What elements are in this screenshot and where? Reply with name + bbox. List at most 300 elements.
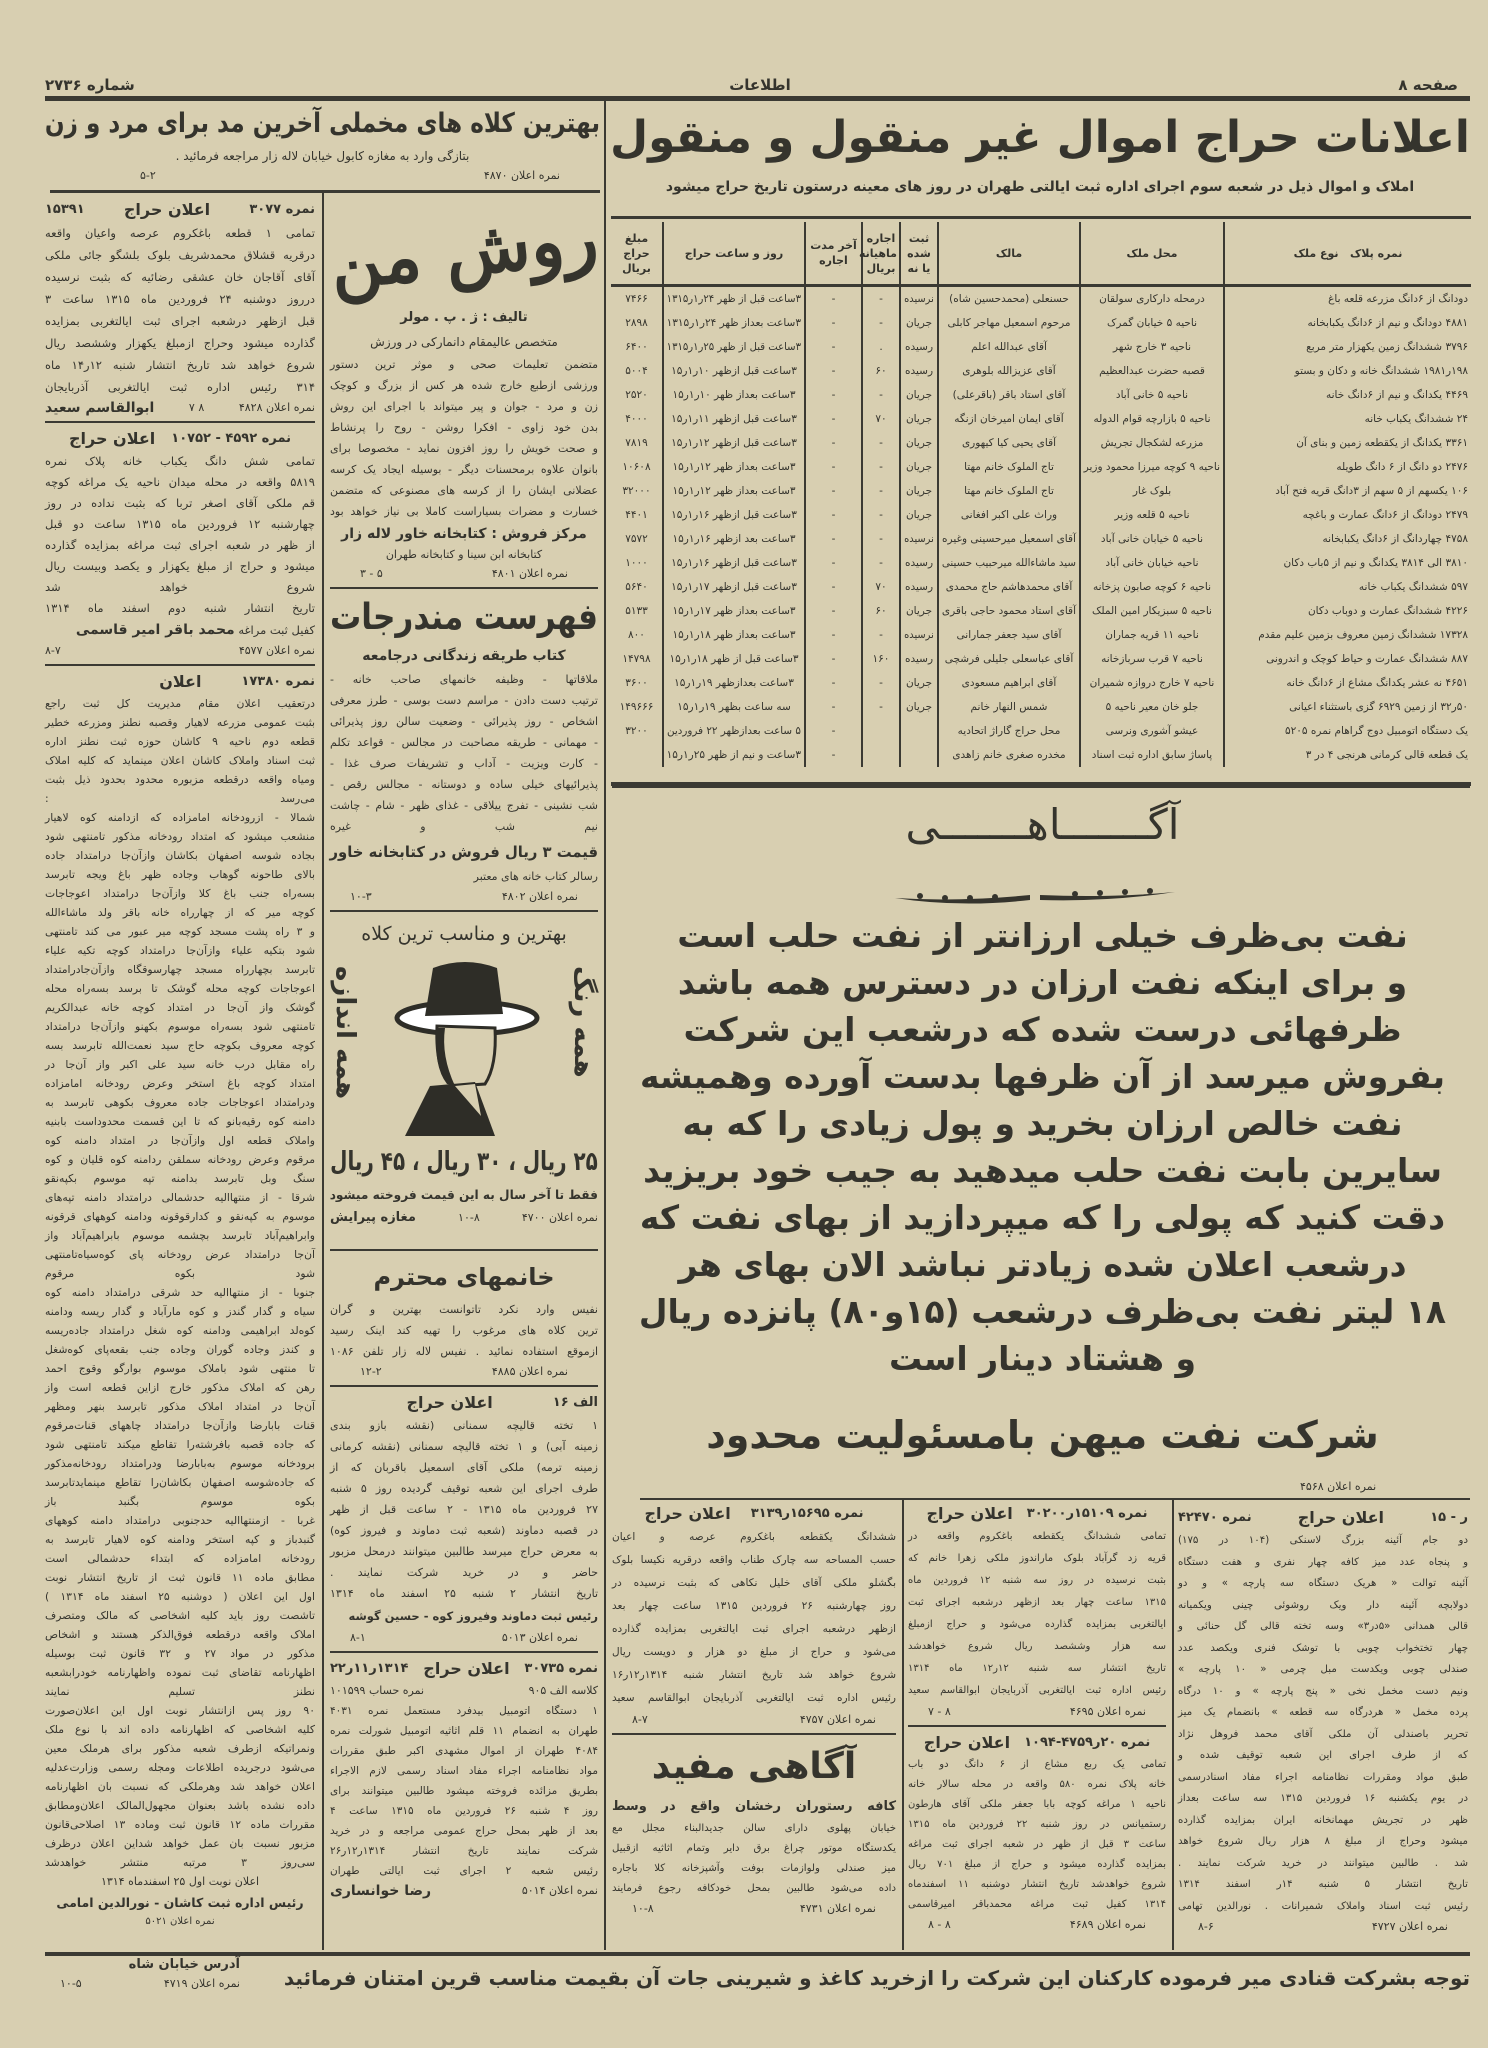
- cell-datetime: [663, 671, 805, 695]
- cell-location: [1080, 551, 1224, 575]
- cell-text: ۵۰ر۳۲ از زمین ۶۹۲۹ گزی باستثناء اعیانی: [1289, 700, 1468, 713]
- useful-notice-subtitle: کافه رستوران رخشان واقع در وسط: [612, 1799, 896, 1814]
- cell-type: [1224, 695, 1471, 719]
- text-line: گذارده میشود وحراج ازمبلغ یکهزار وششصد ریال: [45, 336, 315, 350]
- table-row: [611, 503, 1471, 527]
- cell-text: ۷۴۶۶: [625, 292, 648, 305]
- text-line: نفیس وارد نکرد تاتوانست بهترین و گران: [330, 1303, 598, 1316]
- cell-text: -: [831, 676, 836, 689]
- cell-registered: [900, 599, 938, 623]
- cell-text: -: [831, 532, 836, 545]
- cell-price: [611, 719, 663, 743]
- account-number: نمره حساب ۱۰۱۵۹۹: [330, 1684, 425, 1697]
- text-line: وابراهیم‌آباد تابرسد بچشمه موسوم بابراهیم‌آباد واز: [45, 1229, 315, 1242]
- cell-location: [1080, 743, 1224, 767]
- cell-text: -: [879, 316, 883, 329]
- cell-owner: [938, 431, 1080, 455]
- cell-text: -: [831, 604, 836, 617]
- cell-text: ۴۷۵۸ چهاردانگ از ۶دانگ یکبابخانه: [1322, 532, 1468, 545]
- ad-code: ۸ - ۸: [928, 1918, 951, 1931]
- text-line: روز ۴ شنبه ۲۶ فروردین ماه ۱۳۱۵ ساعت ۴: [330, 1805, 598, 1817]
- text-line: سایرین بابت نفت حلب میدهید به جیب خود بریزید: [643, 1151, 1442, 1190]
- table-row: [611, 623, 1471, 647]
- cell-text: ۳۲۰۰: [625, 724, 648, 737]
- text-line: تمامی ششدانگ یکقطعه باغکروم واقعه در: [908, 1531, 1166, 1542]
- text-line: زن و مرد - جوان و پیر میتواند با اجرای این روش: [330, 400, 598, 413]
- toc-price: قیمت ۳ ریال فروش در کتابخانه خاور: [329, 843, 598, 861]
- cell-text: آقای عبدالله اعلم: [971, 340, 1047, 353]
- cell-datetime: [663, 383, 805, 407]
- ad-number: نمره اعلان ۴۷۵۷: [799, 1713, 876, 1726]
- text-line: تحریر باصندلی آن ملکی آقای محمد فروهل نژاد: [1178, 1728, 1468, 1740]
- cell-registered: [900, 359, 938, 383]
- text-block: [45, 222, 315, 398]
- cell-lease-end: [805, 647, 862, 671]
- text-line: دولابچه آئینه دار ویک روشوئی چینی ویکمیانه: [1178, 1599, 1468, 1611]
- cell-rent: [862, 479, 900, 503]
- text-line: ۱۸ لیتر نفت بی‌ظرف درشعب (۱۵و۸۰) پانزده ریال: [638, 1292, 1447, 1331]
- text-line: قریه زد گرآباد بلوک ماراندوز ملکی زهرا خانم که: [908, 1553, 1166, 1564]
- text-line: مرقوم وعرض رودخانه سملقن ردامنه کوه قلیان و کوه: [45, 1153, 315, 1166]
- col-type: [1224, 222, 1471, 286]
- text-line: که از طرف اجرای این شعبه توقیف شده و: [1178, 1750, 1468, 1761]
- text-line: تاریخ انتشار سه شنبه ۱۲ر۱۲ ماه ۱۳۱۴: [908, 1663, 1166, 1674]
- table-row: [611, 527, 1471, 551]
- text-line: بعد از ظهر بمحل حراج عمومی مراجعه و در خرید: [330, 1825, 598, 1837]
- cell-text: ۳۸۱۰ الی ۳۸۱۴ یکدانگ و نیم از ۵باب دکان: [1283, 556, 1468, 569]
- cell-text: آقای محمدهاشم حاج محمدی: [945, 580, 1073, 593]
- text-line: رئیس ثبت اسناد واملاک شمیرانات . نورالدین تهامی: [1178, 1900, 1468, 1912]
- text-line: کوه‌لد ابراهیمی ودامنه کوه شغل درامتداد جاده‌ریسه: [45, 1324, 315, 1337]
- cell-text: -: [879, 628, 883, 641]
- ad-number: نمره اعلان ۴۶۸۹: [1069, 1918, 1146, 1931]
- cell-datetime: [663, 503, 805, 527]
- text-line: رئیس شعبه ۲ اجرای ثبت ایالتی طهران: [330, 1865, 598, 1877]
- cell-owner: [938, 551, 1080, 575]
- text-line: داده می‌شود طالبین بمحل خودکافه رجوع فرمایند: [612, 1883, 896, 1894]
- notice-date: ۱۳۱۴ر۱۱ر۲۲: [330, 1661, 409, 1676]
- notice-15109: [908, 1502, 1166, 1727]
- header-rule: [45, 96, 1470, 101]
- cell-text: ناحیه ۵ بازارچه قوام الدوله: [1093, 412, 1211, 425]
- notice-title: اعلان حراج: [923, 1733, 1011, 1752]
- text-line: اشخاص - روز پذیرائی - وضعیت سالن روز پذیرائی: [330, 715, 598, 728]
- cell-text: آقای عزیزالله بلوهری: [962, 364, 1056, 377]
- man-with-hat-illustration: [385, 956, 545, 1136]
- cell-registered: [900, 647, 938, 671]
- ad-number: نمره اعلان ۴۷۳۱: [799, 1902, 876, 1915]
- cell-location: [1080, 407, 1224, 431]
- cell-text: ناحیه ۳ خارج شهر: [1112, 340, 1192, 353]
- text-line: ناحیه ۱ مراغه کوچه بابا جعفر ملکی آقای هارطون: [908, 1799, 1166, 1810]
- text-line: امتداد کوچه باغ استخر وعرض رودخانه امامزاده: [45, 1077, 315, 1090]
- cell-text: ۵۹۷ ششدانگ یکباب خانه: [1358, 580, 1468, 593]
- cell-text: ۴۴۶۹ یکدانگ و نیم از ۶دانگ خانه: [1326, 388, 1468, 401]
- cell-location: [1080, 599, 1224, 623]
- col-lease-end: آخر مدت اجاره: [805, 222, 862, 286]
- text-line: طرف اجرای این شعبه توقیف گردیده روز ۵ شنبه: [330, 1482, 598, 1495]
- text-block: [330, 354, 598, 522]
- signature: رئیس ثبت دماوند وفیروز کوه - حسین گوشه: [348, 1609, 598, 1623]
- cell-text: ۳ساعت و نیم از ظهر ۲۵ر۱ر۱۵: [666, 748, 801, 761]
- text-line: تاریخ انتشار ۲ شنبه ۲۵ اسفند ماه ۱۳۱۴: [330, 1587, 599, 1600]
- cell-rent: [862, 407, 900, 431]
- text-line: آئینه توالت « هریک دستگاه سه پارچه » و دو: [1178, 1578, 1468, 1589]
- cell-owner: [938, 719, 1080, 743]
- cell-text: ناحیه ۶ کوچه صابون پزخانه: [1092, 580, 1212, 593]
- text-line: ازموقع استفاده نمائید . نفیس لاله زار تلفن ۱۰۸۶: [330, 1345, 598, 1358]
- text-line: طبق مواد ومقررات نظامنامه اجراء مفاد اسنادرسمی: [1178, 1771, 1468, 1783]
- cell-location: [1080, 286, 1224, 312]
- text-line: و ۳ راه پشت مسجد کوچه میر عبور می کند تامنتهی: [45, 925, 315, 938]
- cell-owner: [938, 623, 1080, 647]
- cell-registered: [900, 743, 938, 767]
- cell-text: ناحیه ۵ خانی آباد: [1115, 388, 1189, 401]
- velvet-hat-footer: [140, 166, 560, 186]
- auction-subtitle: املاک و اموال ذیل در شعبه سوم اجرای اداره ثبت ایالتی طهران در روز های معینه درستون تاریخ حراج میشود: [665, 179, 1415, 195]
- text-line: میشود و حراج از مبلغ یکهزار و یکصد وبیست ریال: [45, 559, 315, 573]
- cell-rent: [862, 311, 900, 335]
- cell-text: ۵ ساعت بعدازظهر ۲۲ فروردین: [667, 724, 801, 737]
- cell-location: [1080, 455, 1224, 479]
- text-line: درتعقیب اعلان مقام مدیریت کل ثبت راجع: [45, 697, 315, 710]
- text-line: واملاک قطعه اول وازآن‌جا در امتداد دامنه کوه: [45, 1134, 315, 1147]
- hat-ad-side-right: همه رنگ: [568, 966, 598, 1078]
- text-line: پذیرائیهای خیلی ساده و دوستانه - مجالس رقص -: [330, 778, 598, 791]
- cell-text: ۴۸۸۱ دودانگ و نیم از ۶دانگ یکبابخانه: [1307, 316, 1468, 329]
- cell-text: عیشو آشوری ونرسی: [1105, 724, 1199, 737]
- cell-text: رسیده: [904, 652, 934, 665]
- ad-code: ۱۰-۸: [632, 1902, 654, 1915]
- cell-type: [1224, 527, 1471, 551]
- cell-price: [611, 575, 663, 599]
- text-line: تاریخ انتشار ۵ شنبه ۱۴ر اسفند ۱۳۱۴: [1178, 1879, 1468, 1890]
- ladies-hat-ad: [330, 1255, 598, 1387]
- text-line: مطابق ماده ۱۱ قانون ثبت از تاریخ انتشار نوبت: [45, 1571, 315, 1584]
- text-line: و هشتاد دینار است: [888, 1339, 1197, 1378]
- text-block: [330, 1701, 598, 1881]
- cell-type: [1224, 311, 1471, 335]
- cell-text: ۲۴۷۹ دودانگ از ۶دانگ عمارت و باغچه: [1302, 508, 1468, 521]
- cell-registered: [900, 623, 938, 647]
- cell-text: وراث علی اکبر افغانی: [960, 508, 1058, 521]
- cell-text: شمس النهار خانم: [970, 700, 1048, 713]
- text-line: مواد نظامنامه اجراء مفاد اسناد رسمی لازم الاجراء: [330, 1765, 598, 1777]
- notice-title: اعلان حراج: [1297, 1508, 1385, 1527]
- notice-4247: [1178, 1506, 1468, 1940]
- cell-text: جریان: [905, 436, 933, 449]
- cell-text: -: [831, 556, 836, 569]
- text-line: اول این اعلان ( دوشنبه ۲۵ اسفند ماه ۱۳۱۴ ): [45, 1590, 315, 1603]
- signature: ابوالقاسم سعید: [45, 400, 155, 416]
- oil-company-announcement: [615, 790, 1470, 1480]
- text-line: بثبت عمومی مزرعه لاهیار وقصبه نطنز ومزرعه خطیر: [45, 716, 315, 729]
- table-row: [611, 743, 1471, 767]
- cell-type: [1224, 719, 1471, 743]
- cell-price: [611, 431, 663, 455]
- cell-location: [1080, 695, 1224, 719]
- cell-type: [1224, 455, 1471, 479]
- cell-lease-end: [805, 575, 862, 599]
- hat-ad-side-left: همه اندازه: [330, 966, 360, 1100]
- col-plate-label: نمره پلاک: [1350, 246, 1403, 260]
- text-line: دامنه کوه رقیه‌بانو که تا این قسمت محدوداست بابنیه: [45, 1115, 315, 1128]
- ad-code: ۵-۲: [140, 169, 156, 182]
- text-line: درقریه قشلاق محمدشریف بلوک بلشگو جائی ملکی: [45, 248, 315, 262]
- table-row: [611, 479, 1471, 503]
- text-line: ثبت اسناد واملاک کاشان اعلان مینماید که کلیه املاک: [45, 754, 315, 767]
- text-line: چهار تختخواب چوبی با توشک فنری ویکصد عدد: [1178, 1642, 1468, 1654]
- cell-text: ۳ساعت قبل ازظهر ۱۶ر۱ر۱۵: [671, 508, 797, 521]
- text-line: ملاقاتها - وظیفه خانمهای صاحب خانه -: [330, 673, 598, 686]
- col-location: محل ملک: [1080, 222, 1224, 286]
- auction-title: اعلانات حراج اموال غیر منقول و منقول: [610, 112, 1470, 163]
- cell-text: ناحیه ۷ خارج دروازه شمیران: [1089, 676, 1215, 689]
- table-row: [611, 286, 1471, 312]
- footer-address: آدرس خیابان شاه: [128, 1957, 240, 1972]
- text-line: ۳۱۴ رئیس اداره ثبت ایالتغربی آذربایجان: [45, 380, 315, 394]
- text-line: سیاه و گدار گندز و کوه مارآباد و گدار ریسه ودامنه: [45, 1305, 315, 1318]
- cell-owner: [938, 527, 1080, 551]
- cell-text: ۱۴۷۹۸: [622, 652, 651, 665]
- bottom-column-a: [612, 1502, 896, 1922]
- cell-text: نرسیده: [904, 292, 934, 305]
- cell-text: سه ساعت بظهر ۱۹ر۱ر۱۵: [677, 700, 791, 713]
- cell-rent: [862, 719, 900, 743]
- cell-text: ۳ساعت بعد ازظهر ۱۶ر۱ر۱۵: [672, 532, 796, 545]
- ad-number: نمره اعلان ۵۰۱۴: [521, 1884, 598, 1897]
- cell-text: آقای سید جعفر جمارانی: [956, 628, 1062, 641]
- text-line: عضلانی ایشان را از کرسه های مصنوعی که متضمن: [330, 484, 598, 497]
- cell-text: ۴۲۲۶ ششدانگ عمارت و دوباب دکان: [1307, 604, 1468, 617]
- text-block: [612, 1526, 896, 1710]
- ad-code: ۵ - ۳: [360, 567, 383, 580]
- text-line: خانه پلاک نمره ۵۸۰ واقعه در محله سالار خانه: [908, 1779, 1166, 1790]
- text-line: شب نشینی - تفرج ییلاقی - غذای ظهر - شام - چاشت: [330, 799, 598, 812]
- text-line: آن‌جا درامتداد عرض رودخانه پای کوه‌سیاه‌تامنتهی: [45, 1248, 315, 1261]
- text-line: آن‌جا در امتداد املاک مذکور تابرسد بنهر ومظهر: [45, 1400, 315, 1413]
- cell-type: [1224, 671, 1471, 695]
- cell-text: تاج الملوک خانم مهتا: [964, 484, 1054, 497]
- cell-registered: [900, 286, 938, 312]
- newspaper-name: اطلاعات: [729, 76, 791, 94]
- issue-number: شماره ۲۷۳۶: [45, 76, 135, 94]
- ad-number: نمره اعلان ۴۸۰۲: [501, 890, 578, 903]
- cell-text: ۳۳۶۱ یکدانگ از یکقطعه زمین و بنای آن: [1296, 436, 1468, 449]
- text-line: که جاده قصبه بافرشته‌را تقاطع میکند تامنتهی شود: [45, 1438, 315, 1451]
- footer-rule: [45, 1952, 1470, 1956]
- cell-price: [611, 599, 663, 623]
- table-row: [611, 455, 1471, 479]
- text-line: ۵۸۱۹ واقعه در محله میدان ناحیه یک مراغه کوچه: [45, 475, 315, 489]
- cell-text: ناحیه خیابان خانی آباد: [1105, 556, 1199, 569]
- cell-type: [1224, 599, 1471, 623]
- book-author: تالیف : ژ . پ . مولر: [400, 310, 528, 325]
- notice-title: اعلان: [159, 672, 202, 691]
- cell-price: [611, 671, 663, 695]
- ad-number: نمره اعلان ۴۶۹۵: [1069, 1705, 1146, 1718]
- text-line: کوچه میر که از چهارراه خانه باقر ولد ماشاءالله: [45, 906, 315, 919]
- cell-text: مخدره صغری خانم زاهدی: [952, 748, 1066, 761]
- cell-text: ۵۰۰۴: [625, 364, 648, 377]
- cell-text: مرحوم اسمعیل مهاجر کابلی: [947, 316, 1071, 329]
- text-line: نیم شب و غیره: [330, 820, 598, 833]
- text-line: ونیم دست مخمل نخی « پنج پارچه » و ۱۰ درگاه: [1178, 1685, 1468, 1697]
- text-line: صندلی چوبی ویکدست مبل چرمی « ۱۰ پارچه »: [1178, 1664, 1468, 1675]
- text-line: کوچه معروف بکوچه حاج سید نعمت‌الله تابرسد بسه: [45, 1039, 315, 1052]
- table-of-contents-ad: [330, 593, 598, 912]
- cell-datetime: [663, 286, 805, 312]
- text-line: گنبدباز و کپه استخر ودامنه کوه لاهیار تابرسد به: [45, 1533, 315, 1546]
- text-line: قبل ازظهر درشعبه اجرای ثبت ایالتغربی بمزایده: [45, 314, 315, 328]
- text-line: اعلان خواهد شد وهرملکی که نسبت بان اظهارنامه: [45, 1780, 315, 1793]
- cell-text: ۵۶۴۰: [625, 580, 648, 593]
- ad-code: ۸-۶: [1198, 1920, 1214, 1933]
- cell-datetime: [663, 695, 805, 719]
- text-block: [330, 1415, 598, 1604]
- text-line: زمینه ترمه) ملکی آقای اسمعیل باقربان که از: [330, 1461, 598, 1474]
- cell-text: .: [879, 340, 883, 353]
- cell-text: ۳ساعت قبل ازظهر ۱۶ر۱ر۱۵: [671, 556, 797, 569]
- text-line: شرکت نمایند تاریخ انتشار ۱۳۱۴ر۱۲ر۲۶: [330, 1845, 598, 1857]
- text-line: متضمن تعلیمات صحی و موثر ترین دستور: [330, 358, 598, 371]
- cell-price: [611, 455, 663, 479]
- signature: محمد باقر امیر قاسمی: [75, 622, 235, 638]
- text-line: خسارت و مضرات بسیاراست کاملا بی نیاز خواهد بود: [330, 505, 598, 518]
- cell-rent: [862, 695, 900, 719]
- cell-price: [611, 623, 663, 647]
- col-owner: مالک: [938, 222, 1080, 286]
- text-block: [45, 694, 315, 1872]
- text-line: - کارت ویزیت - آداب و تشریفات صرف غذا -: [330, 757, 598, 770]
- cell-rent: [862, 383, 900, 407]
- cell-text: ۷۵۷۲: [625, 532, 648, 545]
- cell-text: ۳۷۹۶ ششدانگ زمین یکهزار متر مربع: [1306, 340, 1468, 353]
- cell-text: -: [831, 388, 836, 401]
- cell-text: ۱۰۶ یکسهم از ۵ سهم از ۳دانگ قریه فتح آباد: [1275, 484, 1468, 497]
- cell-lease-end: [805, 431, 862, 455]
- text-line: شود بتکیه علیاء وازآن‌جا درامتداد کوچه تکیه علیاء: [45, 944, 315, 957]
- notice-30735: [330, 1657, 598, 1904]
- col-registered: ثبت شده یا نه: [900, 222, 938, 286]
- ladies-title: خانمهای محترم: [373, 1263, 555, 1291]
- cell-text: تاج الملوک خانم مهتا: [964, 460, 1054, 473]
- left-column: [45, 198, 315, 1933]
- cell-type: [1224, 286, 1471, 312]
- text-line: اظهارنامه تقاضای ثبت نموده واظهارنامه خودرابشعبه: [45, 1666, 315, 1679]
- cell-text: رسیده: [904, 556, 934, 569]
- text-line: بسه‌راه جنب باغ کلا وازآن‌جا درامتداد اعوجاجات: [45, 887, 315, 900]
- column-divider: [902, 1500, 904, 1950]
- text-line: ظهر در تجریش مهمانخانه ایران بمزایده گذارده: [1178, 1814, 1468, 1826]
- cell-datetime: [663, 359, 805, 383]
- ad-number: نمره اعلان ۴۵۶۸: [1300, 1480, 1377, 1493]
- notice-4592: [45, 427, 315, 666]
- cell-type: [1224, 479, 1471, 503]
- text-line: می‌رسد :: [45, 792, 315, 805]
- text-line: کلیه اشخاصی که اظهارنامه داده اند با نوع ملک: [45, 1723, 315, 1736]
- text-line: روز چهارشنبه ۲۶ فروردین ۱۳۱۵ ساعت چهار بعد: [612, 1600, 896, 1612]
- column-divider: [322, 192, 324, 1950]
- cell-text: ناحیه ۱۱ قریه جماران: [1105, 628, 1199, 641]
- cell-lease-end: [805, 527, 862, 551]
- text-line: برودخانه موسوم به‌بابارضا ودرامتداد رودخانه‌مذکور: [45, 1457, 315, 1470]
- cell-text: -: [831, 628, 836, 641]
- text-line: زمینه آبی) و ۱ تخته قالیچه سمنانی (نقشه کرمانی: [330, 1440, 598, 1453]
- cell-lease-end: [805, 359, 862, 383]
- cell-owner: [938, 743, 1080, 767]
- cell-lease-end: [805, 551, 862, 575]
- cell-type: [1224, 575, 1471, 599]
- cell-text: ۳ساعت بعداز ظهر ۱۲ر۱ر۱۵: [672, 460, 796, 473]
- cell-registered: [900, 671, 938, 695]
- cell-text: رسیده: [904, 364, 934, 377]
- cell-owner: [938, 671, 1080, 695]
- ad-code: ۸-۷: [632, 1713, 648, 1726]
- velvet-hat-title: بهترین کلاه های مخملی آخرین مد برای مرد و زن: [44, 108, 600, 139]
- text-block: [615, 912, 1470, 1382]
- cell-text: ۳ساعت قبل از ظهر ۲۵ر۱ر۱۳۱۵: [666, 340, 801, 353]
- table-row: [611, 575, 1471, 599]
- cell-text: -: [831, 508, 836, 521]
- cell-text: جریان: [905, 676, 933, 689]
- text-line: راه مقابل درب خانه سید علی اکبر واز آن‌جا در: [45, 1058, 315, 1071]
- cell-registered: [900, 695, 938, 719]
- ad-number: نمره اعلان ۵۰۲۱: [145, 1916, 215, 1927]
- cell-type: [1224, 335, 1471, 359]
- laurel-ornament-icon: [890, 886, 1180, 908]
- cell-text: ۳ساعت بعدازظهر ۱۹ر۱ر۱۵: [674, 676, 794, 689]
- cell-owner: [938, 503, 1080, 527]
- text-line: ۱ دستگاه اتومبیل بیدفرد مستعمل نمره ۴۰۳۱: [330, 1705, 598, 1717]
- text-line: جنوبا - از منتهاالیه حد شرقی درامتداد دامنه کوه: [45, 1286, 315, 1299]
- cell-rent: [862, 503, 900, 527]
- cell-text: ناحیه ۵ خیابان خانی آباد: [1100, 532, 1204, 545]
- cell-text: ۳۶۰۰: [625, 676, 648, 689]
- cell-owner: [938, 575, 1080, 599]
- text-line: - مهمانی - طریقه مصاحبت در مجالس - قواعد تکلم: [330, 736, 598, 749]
- toc-subtitle: کتاب طریقه زندگانی درجامعه: [362, 648, 566, 664]
- text-line: حسب المساحه سه چارک طناب واقعه درقریه نکیسا بلوک: [612, 1554, 896, 1566]
- text-line: خیابان پهلوی دارای سالن جدیدالبناء مجلل مع: [612, 1823, 896, 1834]
- text-line: قنات بابارضا وازآن‌جا درامتداد چاههای قنات‌مرقوم: [45, 1419, 315, 1432]
- text-line: به معرض حراج میرسد طالبین میتوانند درمحل مزبور: [330, 1545, 598, 1558]
- cell-text: ناحیه ۵ سبزیکار امین الملک: [1092, 604, 1212, 617]
- text-line: املاک واقعه درقطعه فوق‌الذکر هستند و اشخاص: [45, 1628, 315, 1641]
- notice-4759: [908, 1731, 1166, 1938]
- table-row: [611, 431, 1471, 455]
- cell-text: ناحیه ۵ قلعه وزیر: [1114, 508, 1190, 521]
- cell-text: -: [831, 292, 836, 305]
- cell-price: [611, 503, 663, 527]
- cell-text: قصبه حضرت عبدالعظیم: [1099, 364, 1205, 377]
- cell-text: ۲۴۷۶ دو دانگ از ۶ دانگ طویله: [1336, 460, 1468, 473]
- cell-text: آقای عباسعلی جلیلی فرشچی: [944, 652, 1074, 665]
- cell-text: -: [879, 484, 883, 497]
- cell-lease-end: [805, 671, 862, 695]
- text-line: مقررات ماده ۱۲ قانون ثبت وماده ۱۳ اصلاحی‌قانون: [45, 1818, 316, 1831]
- cell-text: جریان: [905, 484, 933, 497]
- text-line: تابرسد بچهارراه مسجد چهارسوقگاه وازآن‌جادرامتداد: [45, 963, 315, 976]
- useful-notice-ad: [612, 1739, 896, 1922]
- cell-text: دودانگ از ۶دانگ مزرعه قلعه باغ: [1328, 292, 1468, 305]
- cell-rent: [862, 286, 900, 312]
- cell-text: جریان: [905, 508, 933, 521]
- cell-owner: [938, 383, 1080, 407]
- cell-lease-end: [805, 286, 862, 312]
- auction-table-body: [611, 286, 1471, 768]
- cell-datetime: [663, 527, 805, 551]
